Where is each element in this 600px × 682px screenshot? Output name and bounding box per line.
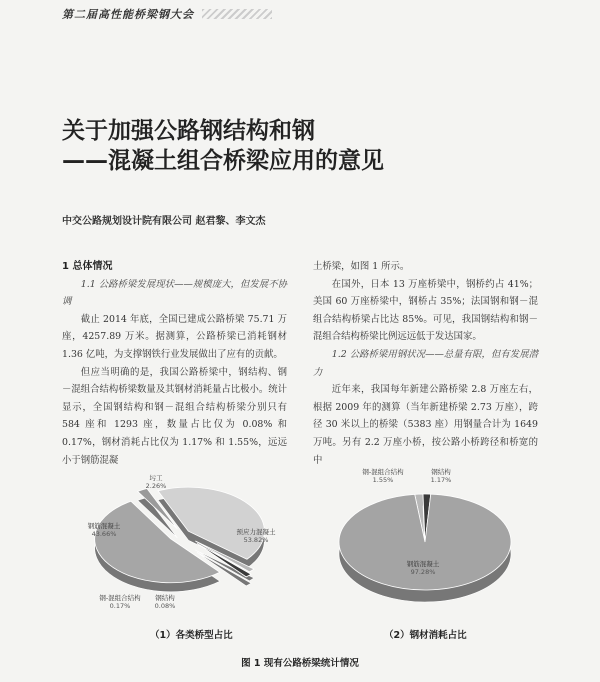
paragraph-2: 但应当明确的是，我国公路桥梁中，钢结构、钢－混组合结构桥梁数量及其钢材消耗量占比极小。统计显示，全国钢结构和钢－混组合结构桥梁分别只有 584 座和 1293 座，数量占比仅为 0.08% 和 0.17%，钢材消耗占比仅为 1.17% 和 1.55%，远远小于钢筋混凝	[62, 366, 288, 466]
subsection-heading-1: 1.1 公路桥梁发展现状——规模庞大，但发展不协调	[62, 278, 287, 308]
pie-1-label-1: 钢结构	[431, 468, 451, 476]
pie-0-label-2: 钢-混组合结构	[99, 594, 141, 602]
title-line-1: 关于加强公路钢结构和钢	[62, 118, 315, 144]
pie-0-value-label-4: 53.82%	[243, 536, 269, 544]
pie-1-value-label-2: 97.28%	[410, 568, 436, 576]
pie-0-label-3: 钢结构	[155, 594, 175, 602]
figure-caption: 图 1 现有公路桥梁统计情况	[241, 658, 359, 669]
pie-0-value-label-0: 2.26%	[145, 482, 167, 490]
pie-chart-steel-consumption	[305, 462, 565, 612]
title-line-2: ——混凝土组合桥梁应用的意见	[62, 148, 384, 174]
pie-1-label-2: 钢筋混凝土	[406, 560, 440, 568]
pie-0-label-4: 预应力混凝土	[236, 528, 276, 536]
paragraph-4: 近年来，我国每年新建公路桥梁 2.8 万座左右，根据 2009 年的测算（当年新建桥梁 2.73 万座），跨径 30 米以上的桥梁（5383 座）用钢量合计为 1649 万吨。另有 2.2 万座小桥，按公路小桥跨径和桥宽的中	[313, 384, 538, 466]
pie-0-value-label-1: 43.66%	[91, 530, 117, 538]
pie-chart-bridge-types	[60, 462, 320, 612]
paragraph-2-continued: 土桥梁，如图 1 所示。	[313, 261, 410, 272]
pie-chart-1-svg	[60, 462, 320, 612]
header-decoration	[202, 9, 272, 19]
pie-chart-2-svg	[305, 462, 565, 612]
text-column-right	[313, 258, 538, 469]
pie-0-label-0: 圬工	[149, 474, 163, 482]
subsection-heading-2: 1.2 公路桥梁用钢状况——总量有限，但有发展潜力	[313, 348, 538, 378]
article-title	[62, 116, 542, 176]
chart-1-caption: （1）各类桥型占比	[150, 630, 233, 641]
section-heading: 1 总体情况	[62, 261, 113, 272]
pie-0-label-1: 钢筋混凝土	[87, 522, 121, 530]
article-authors: 中交公路规划设计院有限公司 赵君黎、李文杰	[62, 216, 266, 227]
paragraph-3: 在国外，日本 13 万座桥梁中，钢桥约占 41%；美国 60 万座桥梁中，钢桥占 35%；法国钢和钢－混组合结构桥梁占比达 85%。可见，我国钢结构和钢－混组合结构桥梁比例远远低于发达国家。	[313, 278, 538, 343]
pie-0-value-label-2: 0.17%	[109, 602, 131, 610]
pie-1-value-label-0: 1.55%	[372, 476, 394, 484]
pie-1-value-label-1: 1.17%	[430, 476, 452, 484]
journal-name: 第二届高性能桥梁钢大会	[62, 8, 194, 21]
pie-0-value-label-3: 0.08%	[154, 602, 176, 610]
paragraph-1: 截止 2014 年底，全国已建成公路桥梁 75.71 万座，4257.89 万米。据测算，公路桥梁已消耗钢材 1.36 亿吨，为支撑钢铁行业发展做出了应有的贡献。	[62, 313, 287, 360]
journal-header	[0, 0, 600, 28]
chart-2-caption: （2）钢材消耗占比	[384, 630, 467, 641]
pie-1-label-0: 钢-混组合结构	[362, 468, 404, 476]
text-column-left	[62, 258, 287, 469]
